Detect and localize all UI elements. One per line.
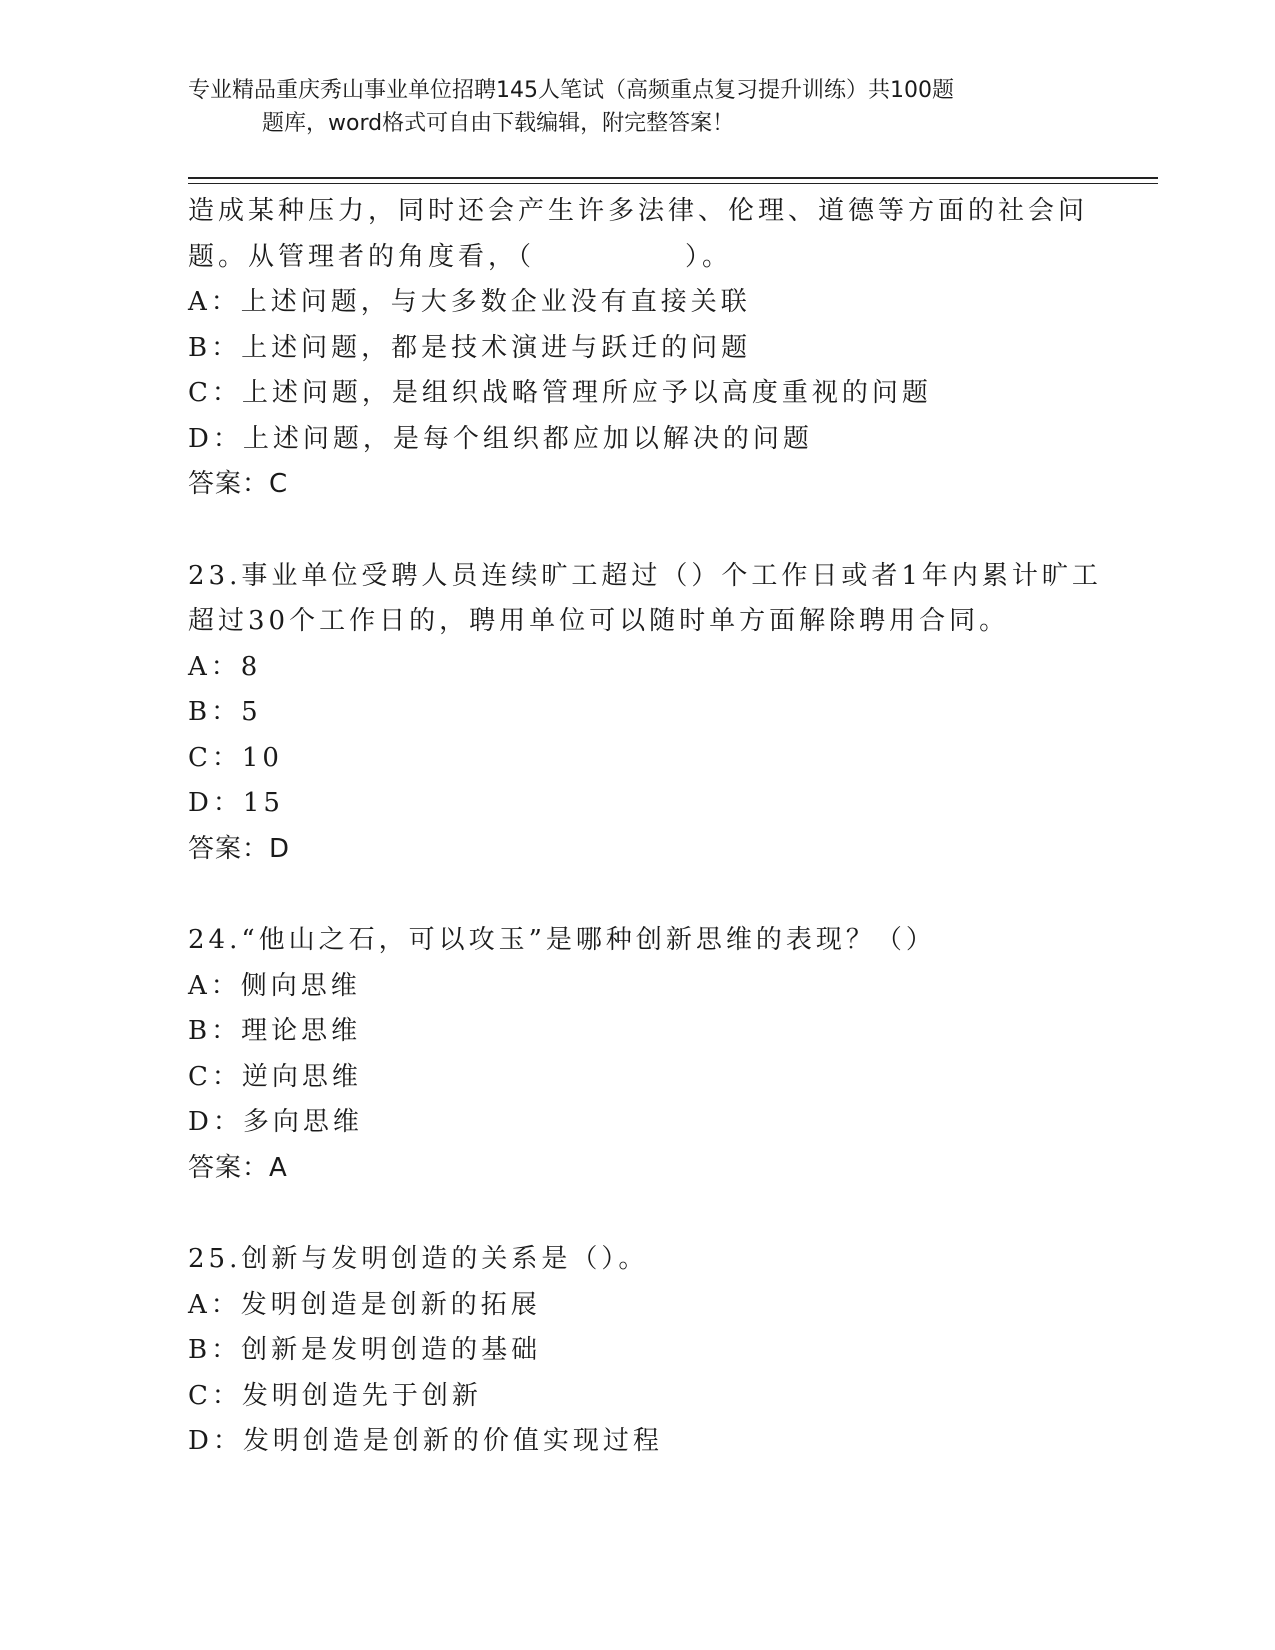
option-c: C：发明创造先于创新: [188, 1380, 482, 1411]
question-stem-line: 造成某种压力，同时还会产生许多法律、伦理、道德等方面的社会问: [188, 196, 1089, 226]
option-b: B：上述问题，都是技术演进与跃迁的问题: [188, 332, 752, 363]
answer-line: 答案：D: [188, 833, 291, 864]
answer-line: 答案：A: [188, 1152, 288, 1183]
option-d: D：15: [188, 788, 284, 818]
header-title-line1: 专业精品重庆秀山事业单位招聘145人笔试（高频重点复习提升训练）共100题: [188, 78, 954, 103]
header-title-line2: 题库，word格式可自由下载编辑，附完整答案！: [262, 111, 735, 136]
question-23: [188, 554, 1102, 873]
document-header: [188, 74, 1088, 140]
option-d: D：发明创造是创新的价值实现过程: [188, 1426, 663, 1456]
question-stem-line: 题。从管理者的角度看，（ ）。: [188, 241, 733, 272]
document-body: [188, 189, 1102, 1465]
option-c: C：逆向思维: [188, 1061, 362, 1092]
option-b: B：创新是发明创造的基础: [188, 1335, 542, 1365]
option-d: D：上述问题，是每个组织都应加以解决的问题: [188, 423, 813, 454]
question-stem-line: 25.创新与发明创造的关系是（）。: [188, 1244, 649, 1274]
option-c: C：10: [188, 742, 283, 773]
question-24: [188, 918, 1088, 1191]
option-c: C：上述问题，是组织战略管理所应予以高度重视的问题: [188, 378, 932, 408]
option-a: A：8: [188, 651, 262, 682]
option-a: A：上述问题，与大多数企业没有直接关联: [188, 287, 751, 317]
question-25: [188, 1237, 1088, 1465]
option-d: D：多向思维: [188, 1107, 363, 1137]
header-rule-thick: [188, 177, 1158, 179]
option-a: A：发明创造是创新的拓展: [188, 1289, 541, 1320]
header-rule-thin: [188, 183, 1158, 184]
option-b: B：5: [188, 697, 262, 727]
question-stem-line: 24.“他山之石，可以攻玉”是哪种创新思维的表现？（）: [188, 925, 936, 955]
question-22: [188, 189, 1088, 508]
question-stem-line: 23.事业单位受聘人员连续旷工超过（）个工作日或者1年内累计旷工: [188, 560, 1102, 591]
question-stem-line: 超过30个工作日的，聘用单位可以随时单方面解除聘用合同。: [188, 606, 1010, 636]
answer-line: 答案：C: [188, 469, 289, 499]
option-a: A：侧向思维: [188, 970, 361, 1001]
option-b: B：理论思维: [188, 1016, 362, 1046]
